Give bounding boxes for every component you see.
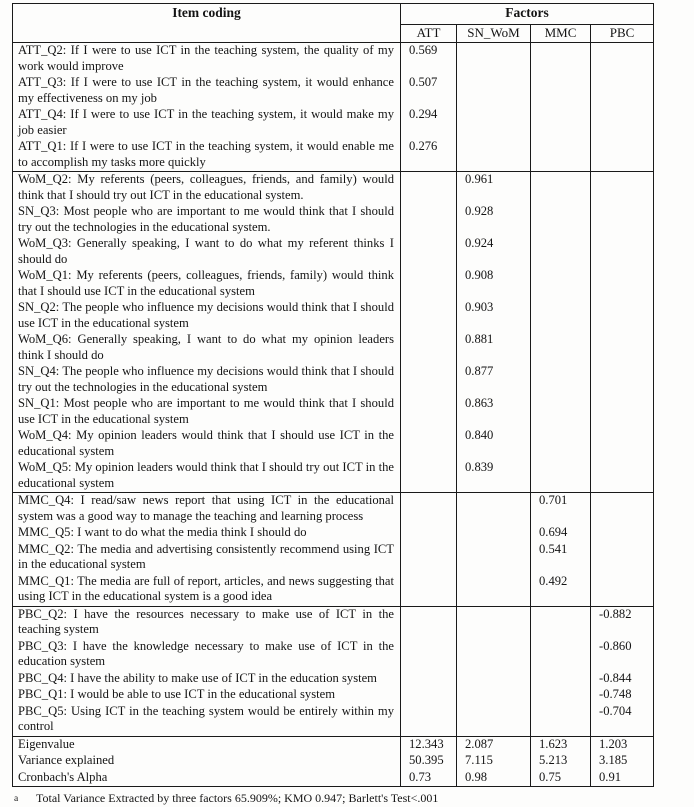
item-row [13, 236, 654, 268]
loading-value [591, 268, 654, 300]
item-text: SN_Q1: Most people who are important to me would think that I should use ICT in the educational system [13, 396, 401, 428]
loading-value: 0.928 [457, 204, 531, 236]
loading-value [457, 574, 531, 607]
loading-value: 0.961 [457, 172, 531, 205]
item-row [13, 139, 654, 172]
loading-value [401, 525, 457, 542]
item-text: ATT_Q3: If I were to use ICT in the teaching system, it would enhance my effectiveness on my job [13, 75, 401, 107]
item-row [13, 542, 654, 574]
loading-value [457, 493, 531, 526]
factor-column-header-pbc: PBC [591, 25, 654, 43]
loading-value: -0.844 [591, 671, 654, 688]
loading-value: 0.908 [457, 268, 531, 300]
loading-value: 0.701 [531, 493, 591, 526]
loading-value [531, 704, 591, 737]
loading-value [401, 428, 457, 460]
item-row [13, 172, 654, 205]
loading-value: -0.748 [591, 687, 654, 704]
loading-value [457, 606, 531, 639]
loading-value [401, 364, 457, 396]
loading-value [531, 639, 591, 671]
stat-label: Eigenvalue [13, 736, 401, 753]
factor-column-header-mmc: MMC [531, 25, 591, 43]
factor-loading-table [12, 3, 654, 787]
loading-value [531, 460, 591, 493]
factor-column-header-sn_wom: SN_WoM [457, 25, 531, 43]
item-text: PBC_Q5: Using ICT in the teaching system would be entirely within my control [13, 704, 401, 737]
stat-value: 12.343 [401, 736, 457, 753]
loading-value [457, 671, 531, 688]
item-row [13, 75, 654, 107]
footnote-marker: a [14, 794, 19, 804]
loading-value [531, 236, 591, 268]
loading-value [531, 428, 591, 460]
loading-value [531, 204, 591, 236]
stat-label: Variance explained [13, 753, 401, 770]
stat-value: 1.623 [531, 736, 591, 753]
loading-value [591, 574, 654, 607]
loading-value [401, 300, 457, 332]
stat-label: Cronbach's Alpha [13, 770, 401, 787]
footnote-text: Total Variance Extracted by three factors 65.909%; KMO 0.947; Barlett's Test<.001 [36, 791, 439, 805]
item-text: PBC_Q2: I have the resources necessary to make use of ICT in the teaching system [13, 606, 401, 639]
loading-value [401, 704, 457, 737]
item-row [13, 300, 654, 332]
item-text: ATT_Q4: If I were to use ICT in the teaching system, it would make my job easier [13, 107, 401, 139]
loading-value [591, 139, 654, 172]
loading-value: 0.877 [457, 364, 531, 396]
loading-value: 0.903 [457, 300, 531, 332]
loading-value [591, 300, 654, 332]
loading-value: 0.839 [457, 460, 531, 493]
loading-value [457, 43, 531, 76]
loading-value [401, 332, 457, 364]
loading-value [401, 396, 457, 428]
item-row [13, 268, 654, 300]
loading-value [401, 606, 457, 639]
item-row [13, 704, 654, 737]
loading-value [531, 268, 591, 300]
stat-value: 5.213 [531, 753, 591, 770]
loading-value [401, 236, 457, 268]
stat-value: 3.185 [591, 753, 654, 770]
stat-value: 0.91 [591, 770, 654, 787]
item-text: PBC_Q4: I have the ability to make use of ICT in the education system [13, 671, 401, 688]
loading-value [591, 204, 654, 236]
item-text: PBC_Q1: I would be able to use ICT in the educational system [13, 687, 401, 704]
item-text: MMC_Q2: The media and advertising consistently recommend using ICT in the educational system [13, 542, 401, 574]
loading-value [531, 687, 591, 704]
loading-value [401, 671, 457, 688]
loading-value [531, 332, 591, 364]
loading-value [401, 639, 457, 671]
loading-value [401, 574, 457, 607]
loading-value [591, 332, 654, 364]
stat-value: 1.203 [591, 736, 654, 753]
item-row [13, 204, 654, 236]
loading-value [401, 460, 457, 493]
loading-value [457, 542, 531, 574]
item-text: PBC_Q3: I have the knowledge necessary to make use of ICT in the education system [13, 639, 401, 671]
item-text: SN_Q2: The people who influence my decisions would think that I should use ICT in the educational system [13, 300, 401, 332]
item-text: WoM_Q2: My referents (peers, colleagues, friends, and family) would think that I should try out ICT in the educational system. [13, 172, 401, 205]
loading-value: -0.882 [591, 606, 654, 639]
loading-value [591, 172, 654, 205]
item-row [13, 364, 654, 396]
loading-value [531, 172, 591, 205]
loading-value [591, 364, 654, 396]
loading-value: 0.507 [401, 75, 457, 107]
loading-value [531, 139, 591, 172]
loading-value [401, 687, 457, 704]
stat-value: 7.115 [457, 753, 531, 770]
loading-value [591, 396, 654, 428]
loading-value [457, 525, 531, 542]
stats-row [13, 736, 654, 753]
item-text: WoM_Q1: My referents (peers, colleagues, friends, family) would think that I should use ICT in the educational system [13, 268, 401, 300]
loading-value [591, 460, 654, 493]
loading-value [591, 493, 654, 526]
loading-value: -0.704 [591, 704, 654, 737]
footnote [12, 791, 672, 807]
loading-value [591, 236, 654, 268]
loading-value [401, 172, 457, 205]
item-row [13, 671, 654, 688]
item-row [13, 43, 654, 76]
item-row [13, 606, 654, 639]
loading-value: 0.924 [457, 236, 531, 268]
item-text: MMC_Q4: I read/saw news report that using ICT in the educational system was a good way to manage the teaching and learning process [13, 493, 401, 526]
loading-value [457, 687, 531, 704]
loading-value [531, 671, 591, 688]
item-row [13, 687, 654, 704]
loading-value [531, 107, 591, 139]
item-text: MMC_Q5: I want to do what the media think I should do [13, 525, 401, 542]
item-text: WoM_Q5: My opinion leaders would think that I should try out ICT in the educational system [13, 460, 401, 493]
item-text: ATT_Q1: If I were to use ICT in the teaching system, it would enable me to accomplish my tasks more quickly [13, 139, 401, 172]
loading-value [591, 75, 654, 107]
item-row [13, 639, 654, 671]
loading-value: 0.569 [401, 43, 457, 76]
item-row [13, 460, 654, 493]
loading-value [457, 704, 531, 737]
stats-row [13, 770, 654, 787]
loading-value: 0.294 [401, 107, 457, 139]
item-row [13, 107, 654, 139]
item-text: ATT_Q2: If I were to use ICT in the teaching system, the quality of my work would improve [13, 43, 401, 76]
loading-value: 0.541 [531, 542, 591, 574]
item-text: SN_Q4: The people who influence my decisions would think that I should try out the technologies in the educational system [13, 364, 401, 396]
loading-value [401, 493, 457, 526]
item-row [13, 525, 654, 542]
header-row-1 [13, 4, 654, 25]
item-text: WoM_Q6: Generally speaking, I want to do what my opinion leaders think I should do [13, 332, 401, 364]
loading-value [531, 43, 591, 76]
item-text: WoM_Q4: My opinion leaders would think that I should use ICT in the educational system [13, 428, 401, 460]
item-row [13, 493, 654, 526]
item-row [13, 428, 654, 460]
loading-value [531, 606, 591, 639]
loading-value [401, 542, 457, 574]
factors-header: Factors [401, 4, 654, 25]
loading-value [401, 204, 457, 236]
loading-value: -0.860 [591, 639, 654, 671]
loading-value [401, 268, 457, 300]
loading-value [531, 75, 591, 107]
loading-value [591, 43, 654, 76]
loading-value [457, 75, 531, 107]
item-row [13, 396, 654, 428]
loading-value [457, 639, 531, 671]
item-row [13, 574, 654, 607]
loading-value: 0.881 [457, 332, 531, 364]
stats-row [13, 753, 654, 770]
loading-value [591, 107, 654, 139]
stat-value: 0.98 [457, 770, 531, 787]
factor-column-header-att: ATT [401, 25, 457, 43]
loading-value [591, 542, 654, 574]
loading-value: 0.492 [531, 574, 591, 607]
item-row [13, 332, 654, 364]
loading-value [591, 428, 654, 460]
loading-value [457, 107, 531, 139]
stat-value: 0.73 [401, 770, 457, 787]
stat-value: 50.395 [401, 753, 457, 770]
loading-value [591, 525, 654, 542]
item-coding-header: Item coding [13, 4, 401, 43]
stat-value: 2.087 [457, 736, 531, 753]
loading-value [457, 139, 531, 172]
loading-value [531, 396, 591, 428]
loading-value [531, 300, 591, 332]
item-text: MMC_Q1: The media are full of report, articles, and news suggesting that using ICT in the educational system is a good idea [13, 574, 401, 607]
loading-value: 0.694 [531, 525, 591, 542]
item-text: SN_Q3: Most people who are important to me would think that I should try out the technologies in the educational system. [13, 204, 401, 236]
item-text: WoM_Q3: Generally speaking, I want to do what my referent thinks I should do [13, 236, 401, 268]
loading-value: 0.840 [457, 428, 531, 460]
stat-value: 0.75 [531, 770, 591, 787]
loading-value: 0.276 [401, 139, 457, 172]
loading-value [531, 364, 591, 396]
loading-value: 0.863 [457, 396, 531, 428]
